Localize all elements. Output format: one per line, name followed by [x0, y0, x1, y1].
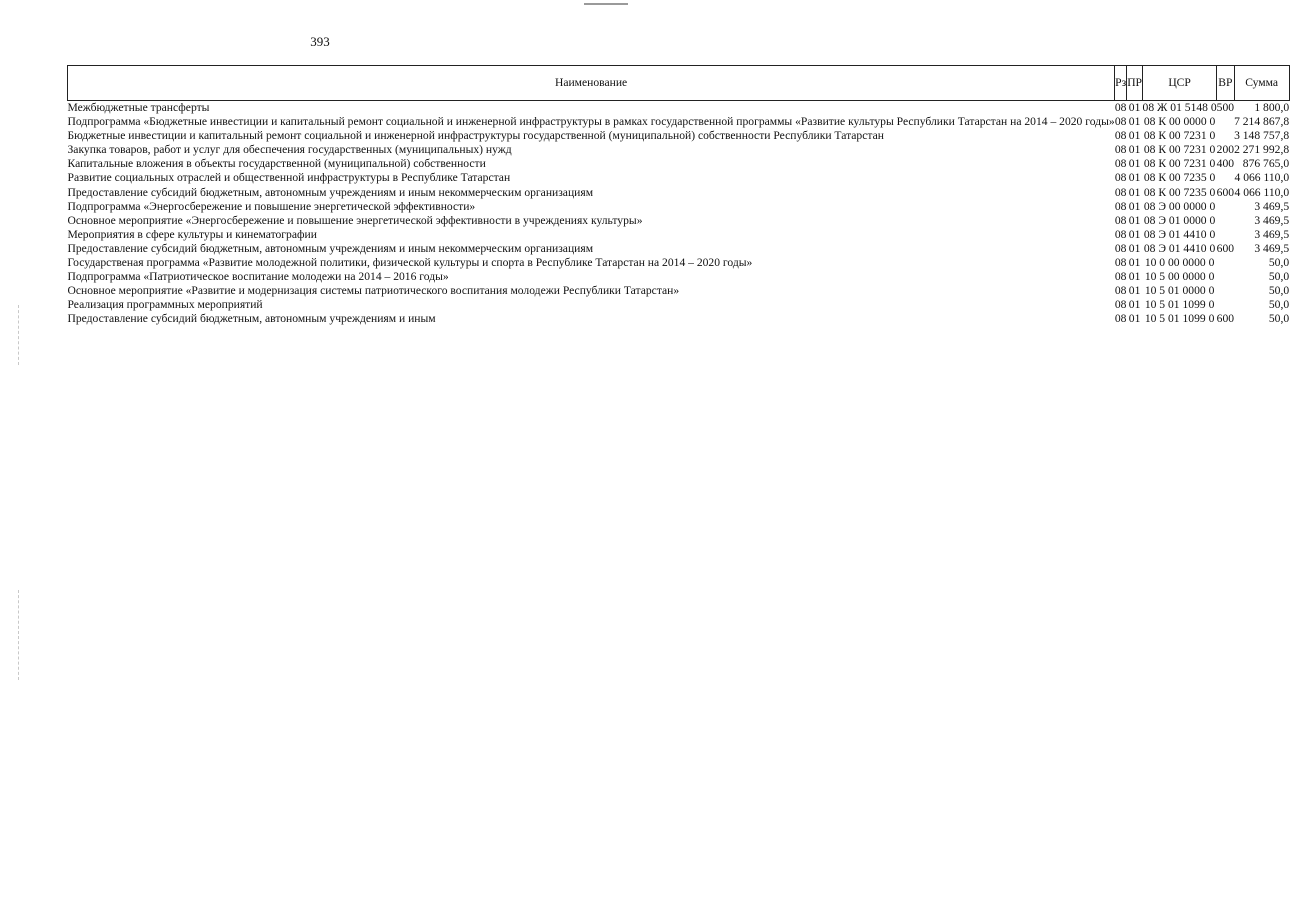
row-rz-cell: 08	[1114, 227, 1127, 241]
row-pr-cell: 01	[1128, 256, 1141, 270]
column-header-pr: ПР	[1127, 66, 1143, 101]
column-header-csr: ЦСР	[1143, 66, 1217, 101]
row-csr-cell: 08 Э 00 0000 0	[1143, 199, 1216, 213]
row-name-cell: Капитальные вложения в объекты государственной (муниципальной) собственности	[67, 157, 486, 171]
column-header-name: Наименование	[68, 66, 1115, 101]
scan-edge-mark	[18, 590, 20, 680]
row-rz-cell: 08	[1114, 143, 1127, 157]
row-vr-cell: 400	[1216, 157, 1235, 171]
table-row	[68, 186, 1290, 200]
row-rz-cell: 08	[1114, 284, 1127, 298]
row-sum-cell: 50,0	[1268, 256, 1290, 270]
row-csr-cell: 08 К 00 7231 0	[1143, 143, 1216, 157]
row-vr-cell	[1217, 129, 1234, 143]
row-csr-cell: 10 5 01 1099 0	[1144, 298, 1215, 312]
row-csr-cell: 08 К 00 7231 0	[1143, 157, 1216, 171]
row-name-cell: Закупка товаров, работ и услуг для обеспечения государственных (муниципальных) нужд	[67, 143, 512, 157]
row-pr-cell: 01	[1128, 129, 1141, 143]
row-csr-cell: 08 К 00 7235 0	[1143, 185, 1216, 199]
row-vr-cell: 500	[1216, 101, 1235, 114]
table-header-row	[68, 66, 1290, 101]
row-pr-cell: 01	[1128, 171, 1141, 185]
table-row	[68, 298, 1290, 312]
row-rz-cell: 08	[1114, 312, 1127, 326]
scan-edge-mark	[18, 305, 20, 365]
row-csr-cell: 08 К 00 0000 0	[1143, 115, 1216, 129]
row-rz-cell: 08	[1114, 171, 1127, 185]
row-csr-cell: 08 Э 01 4410 0	[1143, 227, 1216, 241]
row-name-cell: Основное мероприятие «Развитие и модернизация системы патриотического воспитания молодежи Республики Татарстан»	[67, 284, 680, 298]
row-vr-cell	[1217, 228, 1234, 242]
row-name-cell: Предоставление субсидий бюджетным, автономным учреждениям и иным некоммерческим организациям	[67, 185, 594, 199]
row-sum-cell: 4 066 110,0	[1234, 171, 1290, 185]
row-rz-cell: 08	[1114, 213, 1127, 227]
row-sum-cell: 876 765,0	[1242, 157, 1290, 171]
row-csr-cell: 08 К 00 7231 0	[1143, 129, 1216, 143]
table-row	[68, 143, 1290, 157]
row-name-cell: Бюджетные инвестиции и капитальный ремонт социальной и инженерной инфраструктуры государственной (муниципальной) собственности Республики Татарстан	[67, 129, 884, 143]
row-csr-cell: 10 0 00 0000 0	[1144, 256, 1215, 270]
row-sum-cell: 1 800,0	[1254, 101, 1290, 114]
row-vr-cell	[1217, 200, 1234, 214]
row-csr-cell: 08 К 00 7235 0	[1143, 171, 1216, 185]
row-pr-cell: 01	[1128, 312, 1141, 326]
row-rz-cell: 08	[1114, 101, 1127, 114]
row-vr-cell: 600	[1216, 241, 1235, 255]
row-name-cell: Предоставление субсидий бюджетным, автономным учреждениям и иным некоммерческим организациям	[67, 241, 594, 255]
row-sum-cell: 3 469,5	[1254, 241, 1290, 255]
table-row	[68, 270, 1290, 284]
row-rz-cell: 08	[1114, 157, 1127, 171]
row-rz-cell: 08	[1114, 270, 1127, 284]
row-vr-cell	[1217, 171, 1234, 185]
row-pr-cell: 01	[1128, 213, 1141, 227]
row-csr-cell: 10 5 01 1099 0	[1144, 312, 1215, 326]
row-vr-cell	[1217, 284, 1234, 298]
row-sum-cell: 50,0	[1268, 284, 1290, 298]
row-vr-cell: 600	[1216, 185, 1235, 199]
table-row	[68, 256, 1290, 270]
table-row	[68, 200, 1290, 214]
row-pr-cell: 01	[1128, 199, 1141, 213]
row-pr-cell: 01	[1128, 241, 1141, 255]
row-rz-cell: 08	[1114, 199, 1127, 213]
table-row	[68, 171, 1290, 185]
row-rz-cell: 08	[1114, 115, 1127, 129]
row-vr-cell	[1217, 298, 1234, 312]
row-pr-cell: 01	[1128, 284, 1141, 298]
row-sum-cell: 3 469,5	[1254, 213, 1290, 227]
row-rz-cell: 08	[1114, 129, 1127, 143]
row-sum-cell: 3 148 757,8	[1234, 129, 1290, 143]
row-name-cell: Государственая программа «Развитие молодежной политики, физической культуры и спорта в Республике Татарстан на 2014 – 2020 годы»	[67, 256, 753, 270]
row-csr-cell: 08 Э 01 0000 0	[1143, 213, 1216, 227]
table-row	[68, 214, 1290, 228]
row-sum-cell: 3 469,5	[1254, 199, 1290, 213]
row-vr-cell: 200	[1216, 143, 1235, 157]
row-vr-cell	[1217, 270, 1234, 284]
row-name-cell: Основное мероприятие «Энергосбережение и повышение энергетической эффективности в учреждениях культуры»	[67, 213, 643, 227]
budget-table	[67, 65, 1290, 327]
table-row	[68, 242, 1290, 256]
row-name-cell: Развитие социальных отраслей и общественной инфраструктуры в Республике Татарстан	[67, 171, 511, 185]
row-vr-cell	[1217, 256, 1234, 270]
row-sum-cell: 50,0	[1268, 298, 1290, 312]
row-pr-cell: 01	[1128, 115, 1141, 129]
row-vr-cell	[1217, 115, 1234, 129]
row-sum-cell: 50,0	[1268, 312, 1290, 326]
table-row	[68, 115, 1290, 129]
row-name-cell: Реализация программных мероприятий	[67, 298, 263, 312]
row-pr-cell: 01	[1128, 298, 1141, 312]
row-pr-cell: 01	[1128, 270, 1141, 284]
row-csr-cell: 10 5 00 0000 0	[1144, 270, 1215, 284]
row-rz-cell: 08	[1114, 185, 1127, 199]
row-name-cell: Подпрограмма «Бюджетные инвестиции и капитальный ремонт социальной и инженерной инфраструктуры в рамках государственной программы «Развитие культуры Республики Татарстан на 2014 – 2020 годы»	[67, 115, 1115, 129]
row-rz-cell: 08	[1114, 241, 1127, 255]
row-sum-cell: 4 066 110,0	[1234, 185, 1290, 199]
column-header-sum: Сумма	[1234, 66, 1289, 101]
row-name-cell: Межбюджетные трансферты	[67, 101, 210, 114]
row-vr-cell: 600	[1216, 312, 1235, 326]
row-pr-cell: 01	[1128, 185, 1141, 199]
table-row	[68, 101, 1290, 116]
row-pr-cell: 01	[1128, 101, 1141, 114]
scan-corner-mark	[584, 3, 628, 5]
row-csr-cell: 08 Э 01 4410 0	[1143, 241, 1216, 255]
row-sum-cell: 50,0	[1268, 270, 1290, 284]
table-row	[68, 312, 1290, 326]
row-sum-cell: 2 271 992,8	[1234, 143, 1290, 157]
row-rz-cell: 08	[1114, 298, 1127, 312]
row-sum-cell: 7 214 867,8	[1234, 115, 1290, 129]
column-header-vr: ВР	[1217, 66, 1234, 101]
row-sum-cell: 3 469,5	[1254, 227, 1290, 241]
row-name-cell: Мероприятия в сфере культуры и кинематографии	[67, 227, 317, 241]
row-pr-cell: 01	[1128, 157, 1141, 171]
row-vr-cell	[1217, 214, 1234, 228]
table-row	[68, 157, 1290, 171]
table-row	[68, 228, 1290, 242]
row-name-cell: Предоставление субсидий бюджетным, автономным учреждениям и иным	[67, 312, 436, 326]
table-row	[68, 284, 1290, 298]
row-pr-cell: 01	[1128, 143, 1141, 157]
column-header-rz: Рз	[1115, 66, 1127, 101]
table-row	[68, 129, 1290, 143]
row-rz-cell: 08	[1114, 256, 1127, 270]
row-pr-cell: 01	[1128, 227, 1141, 241]
row-name-cell: Подпрограмма «Энергосбережение и повышение энергетической эффективности»	[67, 199, 476, 213]
row-csr-cell: 10 5 01 0000 0	[1144, 284, 1215, 298]
row-csr-cell: 08 Ж 01 5148 0	[1142, 101, 1217, 114]
row-name-cell: Подпрограмма «Патриотическое воспитание молодежи на 2014 – 2016 годы»	[67, 270, 449, 284]
page-number: 393	[310, 34, 330, 49]
